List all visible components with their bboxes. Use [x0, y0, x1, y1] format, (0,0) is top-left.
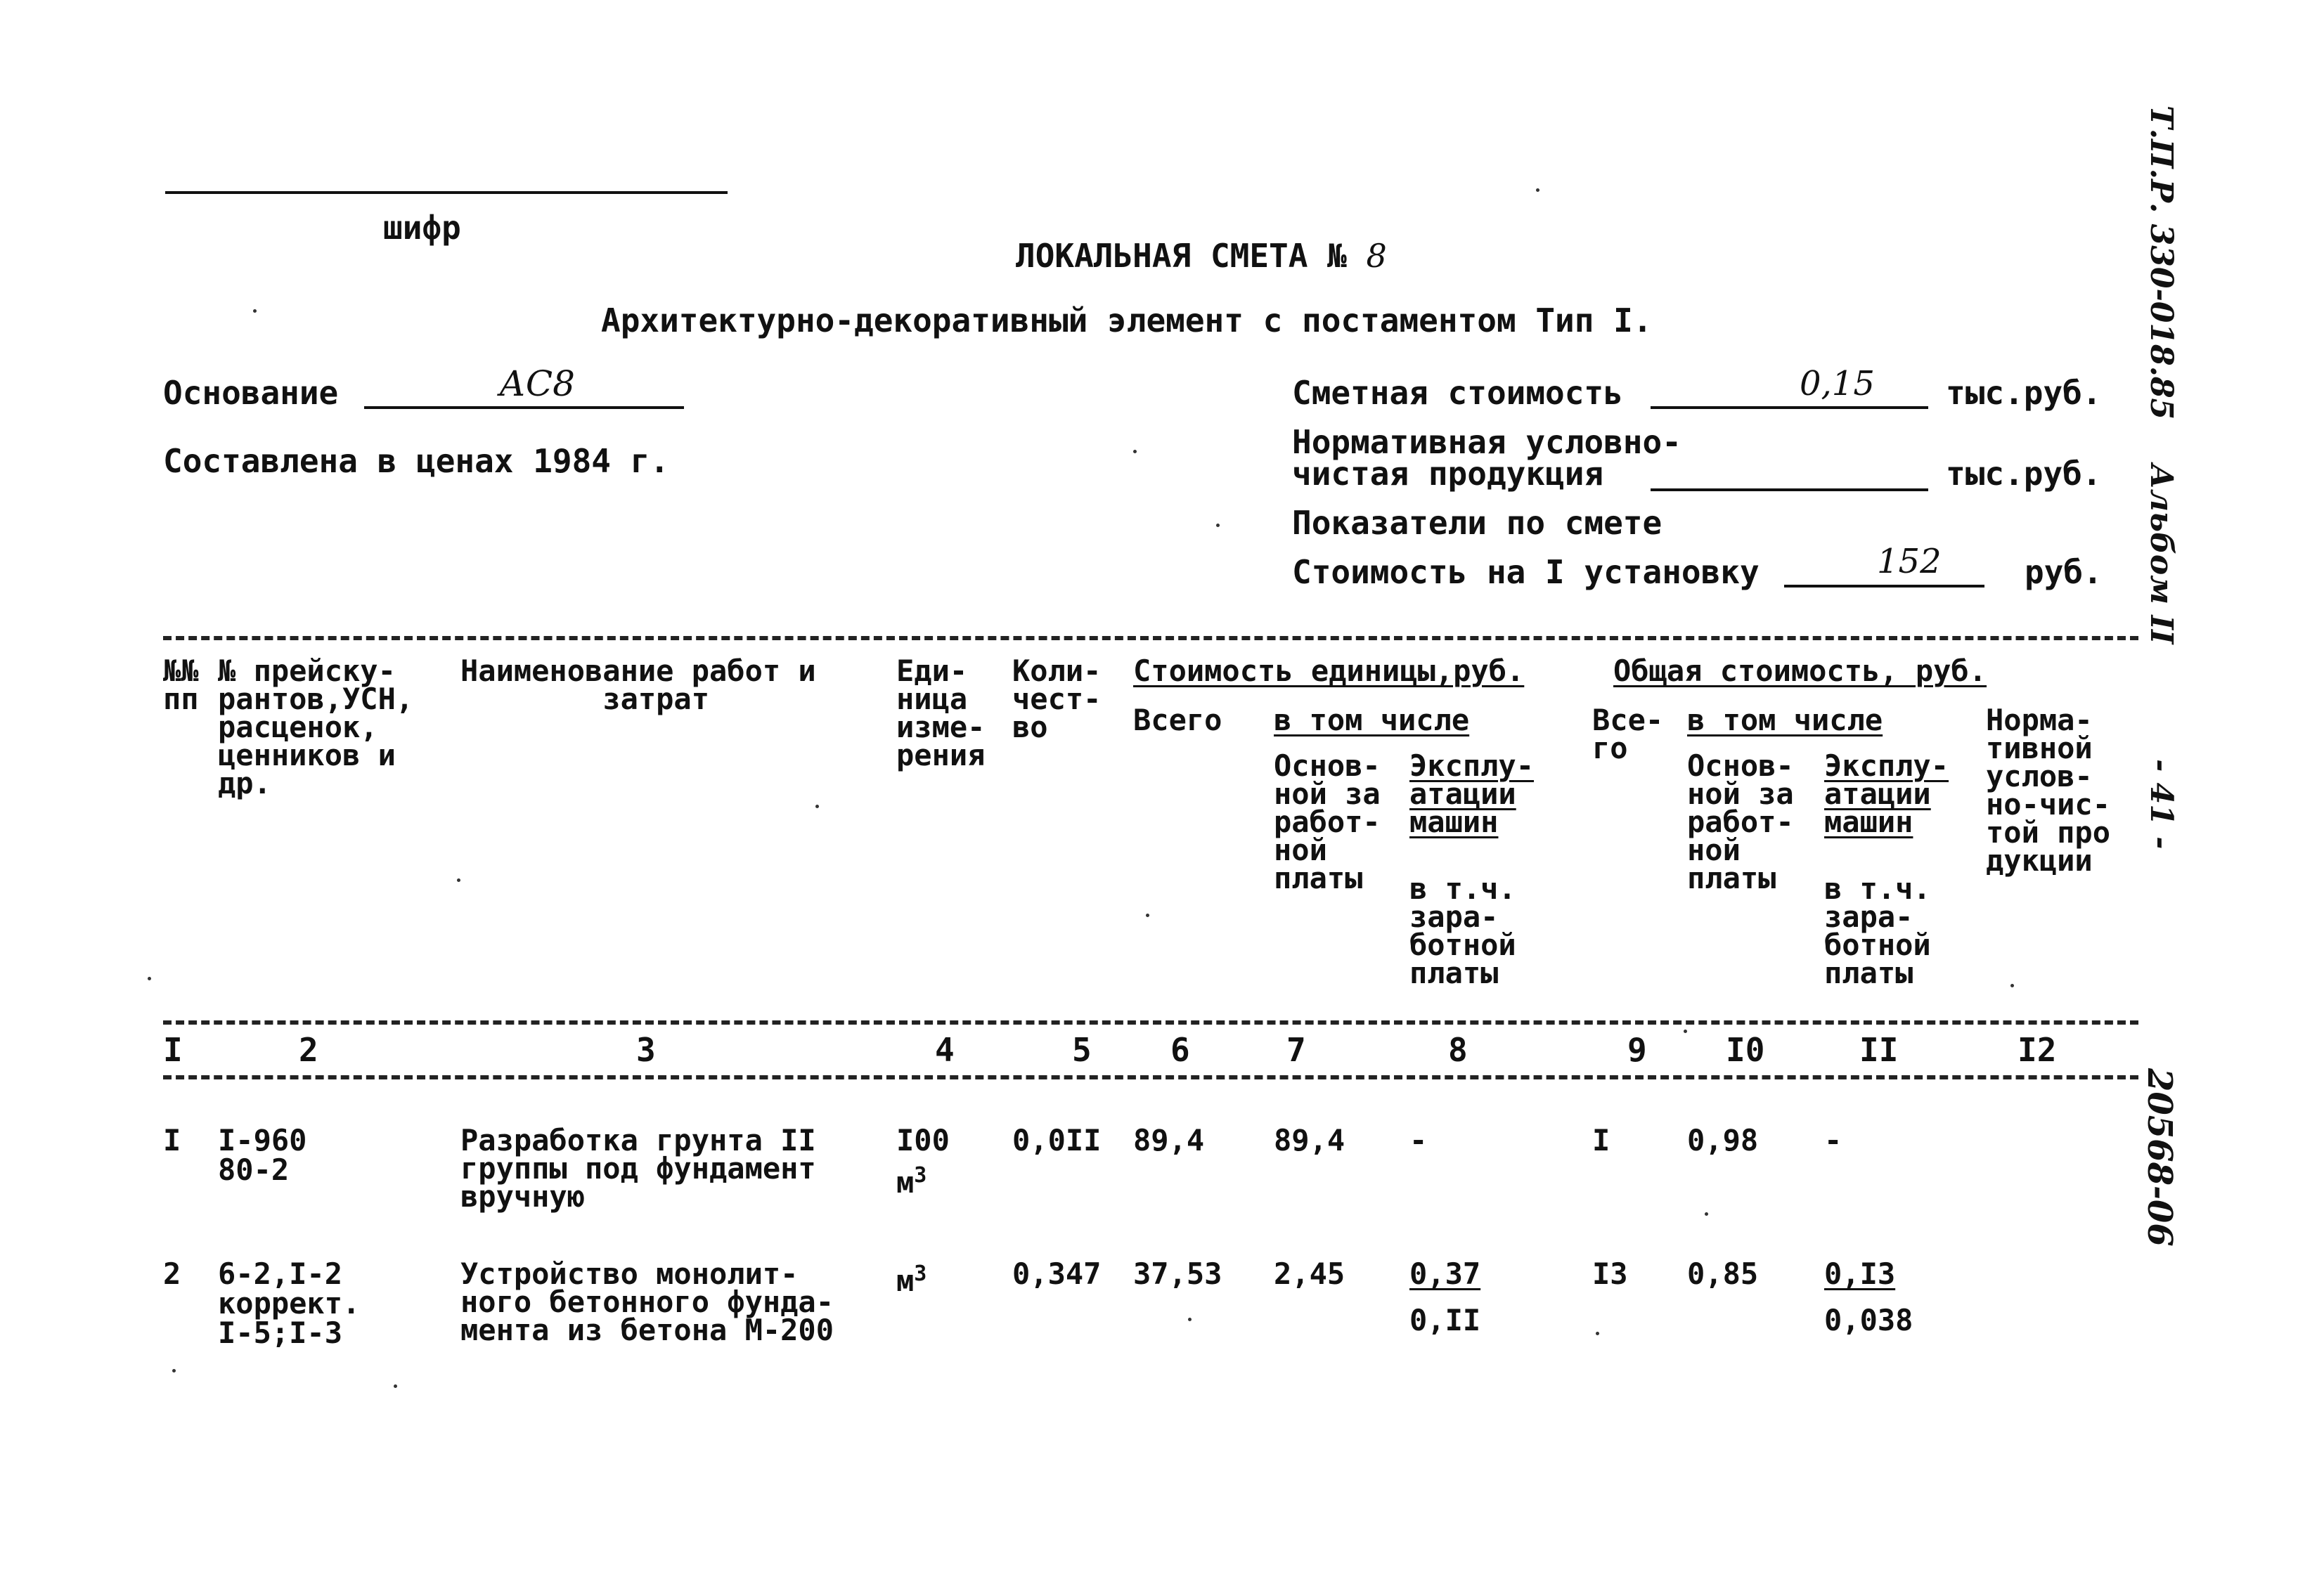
row2-cost-wages: 2,45 [1274, 1257, 1345, 1291]
colnum-1: I [163, 1031, 183, 1069]
margin-album: Альбом II [2143, 464, 2179, 644]
row1-qty: 0,0II [1012, 1123, 1102, 1157]
row2-cost-total: 37,53 [1133, 1257, 1222, 1291]
row1-code-1: I-960 [218, 1123, 307, 1157]
table-top-rule [163, 636, 2138, 640]
margin-archive-number: 20568-06 [2140, 1068, 2179, 1247]
row1-name: Разработка грунта II группы под фундамент вручную [460, 1123, 816, 1214]
colnum-10: I0 [1726, 1031, 1765, 1069]
row1-cost-wages: 89,4 [1274, 1123, 1345, 1157]
header-row-number: №№ пп [163, 654, 199, 716]
normative-label-1: Нормативная условно- [1292, 423, 1681, 461]
estimated-cost-underline [1651, 406, 1928, 409]
row2-code-3: I-5;I-3 [218, 1316, 343, 1350]
scan-speck [1684, 1030, 1687, 1033]
header-unit-cost-incl: в том числе [1274, 703, 1470, 737]
header-unit-cost-machines: Эксплу- атации машин [1409, 748, 1535, 839]
header-total-cost-incl: в том числе [1687, 703, 1883, 737]
row1-sum-machines: - [1824, 1123, 1842, 1157]
scan-speck [1133, 450, 1137, 453]
colnum-6: 6 [1170, 1031, 1190, 1069]
colnum-3: 3 [636, 1031, 656, 1069]
scan-speck [172, 1369, 176, 1372]
row2-cost-machines-wages: 0,II [1409, 1303, 1481, 1337]
row1-code-2: 80-2 [218, 1153, 290, 1187]
header-total-cost-machines: Эксплу- атации машин [1824, 748, 1949, 839]
row1-unit-sup: 3 [914, 1163, 927, 1188]
basis-value: АС8 [499, 363, 575, 404]
unit-cost-label: Стоимость на I установку [1292, 553, 1760, 591]
row1-sum-total: I [1592, 1123, 1610, 1157]
colnum-12: I2 [2018, 1031, 2057, 1069]
scan-speck [148, 977, 151, 980]
page-title [1016, 239, 1387, 273]
row2-unit-sup: 3 [914, 1261, 927, 1286]
unit-cost-value: 152 [1877, 542, 1942, 581]
scan-speck [815, 805, 819, 808]
top-rule [165, 191, 728, 194]
basis-label: Основание [163, 374, 339, 412]
scan-speck [2010, 984, 2014, 987]
unit-cost-underline [1784, 585, 1984, 588]
row2-sum-wages: 0,85 [1687, 1257, 1759, 1291]
indicators-label: Показатели по смете [1292, 504, 1663, 542]
row2-sum-machines-wages: 0,038 [1824, 1303, 1913, 1337]
header-total-cost-total: Все- го [1592, 703, 1664, 765]
header-unit: Еди- ница изме- рения [896, 654, 986, 772]
estimated-cost-value: 0,15 [1800, 364, 1875, 403]
normative-unit: тыс.руб. [1946, 455, 2102, 493]
header-unit-cost-wages: Основ- ной за работ- ной платы [1274, 748, 1381, 895]
row2-code-2: коррект. [218, 1286, 361, 1320]
colnum-2: 2 [299, 1031, 318, 1069]
scan-speck [1596, 1332, 1599, 1335]
scan-speck [1536, 188, 1539, 192]
row2-name: Устройство монолит- ного бетонного фунда- мента из бетона М-200 [460, 1257, 834, 1347]
title-number: 8 [1366, 237, 1387, 275]
row2-code-1: 6-2,I-2 [218, 1257, 343, 1291]
scan-speck [1705, 1212, 1708, 1216]
row1-unit-line2 [896, 1160, 927, 1199]
scan-speck [457, 878, 460, 882]
header-quantity: Коли- чест- во [1012, 654, 1102, 744]
row1-cost-machines: - [1409, 1123, 1428, 1157]
page-subtitle: Архитектурно-декоративный элемент с постаментом Тип I. [601, 301, 1653, 339]
row1-cost-total: 89,4 [1133, 1123, 1205, 1157]
row1-num: I [163, 1123, 181, 1157]
scan-speck [1216, 524, 1220, 527]
scan-speck [394, 1384, 397, 1388]
header-normative: Норма- тивной услов- но-чис- той про дукции [1986, 703, 2111, 878]
row2-sum-total: I3 [1592, 1257, 1628, 1291]
table-header-bottom-rule [163, 1020, 2138, 1025]
cipher-label: шифр [383, 209, 461, 247]
margin-project-code: Т.П.Р. 330-018.85 [2143, 105, 2179, 420]
table-colnum-bottom-rule [163, 1075, 2138, 1079]
row2-qty: 0,347 [1012, 1257, 1102, 1291]
row2-cost-machines: 0,37 [1409, 1257, 1481, 1291]
header-total-cost-group: Общая стоимость, руб. [1613, 654, 1987, 688]
colnum-5: 5 [1072, 1031, 1092, 1069]
colnum-11: II [1859, 1031, 1899, 1069]
row2-unit-m: м [896, 1264, 915, 1298]
header-unit-cost-total: Всего [1133, 703, 1222, 737]
scan-speck [253, 309, 257, 313]
margin-page-number: - 41 - [2143, 759, 2179, 850]
header-unit-cost-group: Стоимость единицы,руб. [1133, 654, 1525, 688]
header-work-name: Наименование работ и затрат [460, 654, 816, 716]
unit-cost-unit: руб. [2025, 553, 2103, 591]
scan-speck [1146, 914, 1149, 917]
prices-note: Составлена в ценах 1984 г. [163, 442, 670, 480]
colnum-8: 8 [1448, 1031, 1468, 1069]
row2-num: 2 [163, 1257, 181, 1291]
estimated-cost-label: Сметная стоимость [1292, 374, 1623, 412]
row2-unit [896, 1258, 927, 1297]
scan-speck [1188, 1318, 1192, 1321]
row1-sum-wages: 0,98 [1687, 1123, 1759, 1157]
title-text: ЛОКАЛЬНАЯ СМЕТА № [1016, 237, 1347, 275]
estimated-cost-unit: тыс.руб. [1946, 374, 2102, 412]
normative-underline [1651, 488, 1928, 491]
colnum-4: 4 [935, 1031, 955, 1069]
row1-unit-m: м [896, 1165, 915, 1200]
normative-label-2: чистая продукция [1292, 455, 1604, 493]
colnum-9: 9 [1627, 1031, 1647, 1069]
colnum-7: 7 [1286, 1031, 1306, 1069]
header-total-cost-machines-wages: в т.ч. зара- ботной платы [1824, 871, 1931, 990]
row2-sum-machines: 0,I3 [1824, 1257, 1896, 1291]
row1-unit: I00 [896, 1123, 950, 1157]
basis-underline [364, 406, 684, 409]
header-price-list: № прейску- рантов,УСН, расценок, ценников и др. [218, 654, 414, 800]
header-unit-cost-machines-wages: в т.ч. зара- ботной платы [1409, 871, 1516, 990]
header-total-cost-wages: Основ- ной за работ- ной платы [1687, 748, 1794, 895]
